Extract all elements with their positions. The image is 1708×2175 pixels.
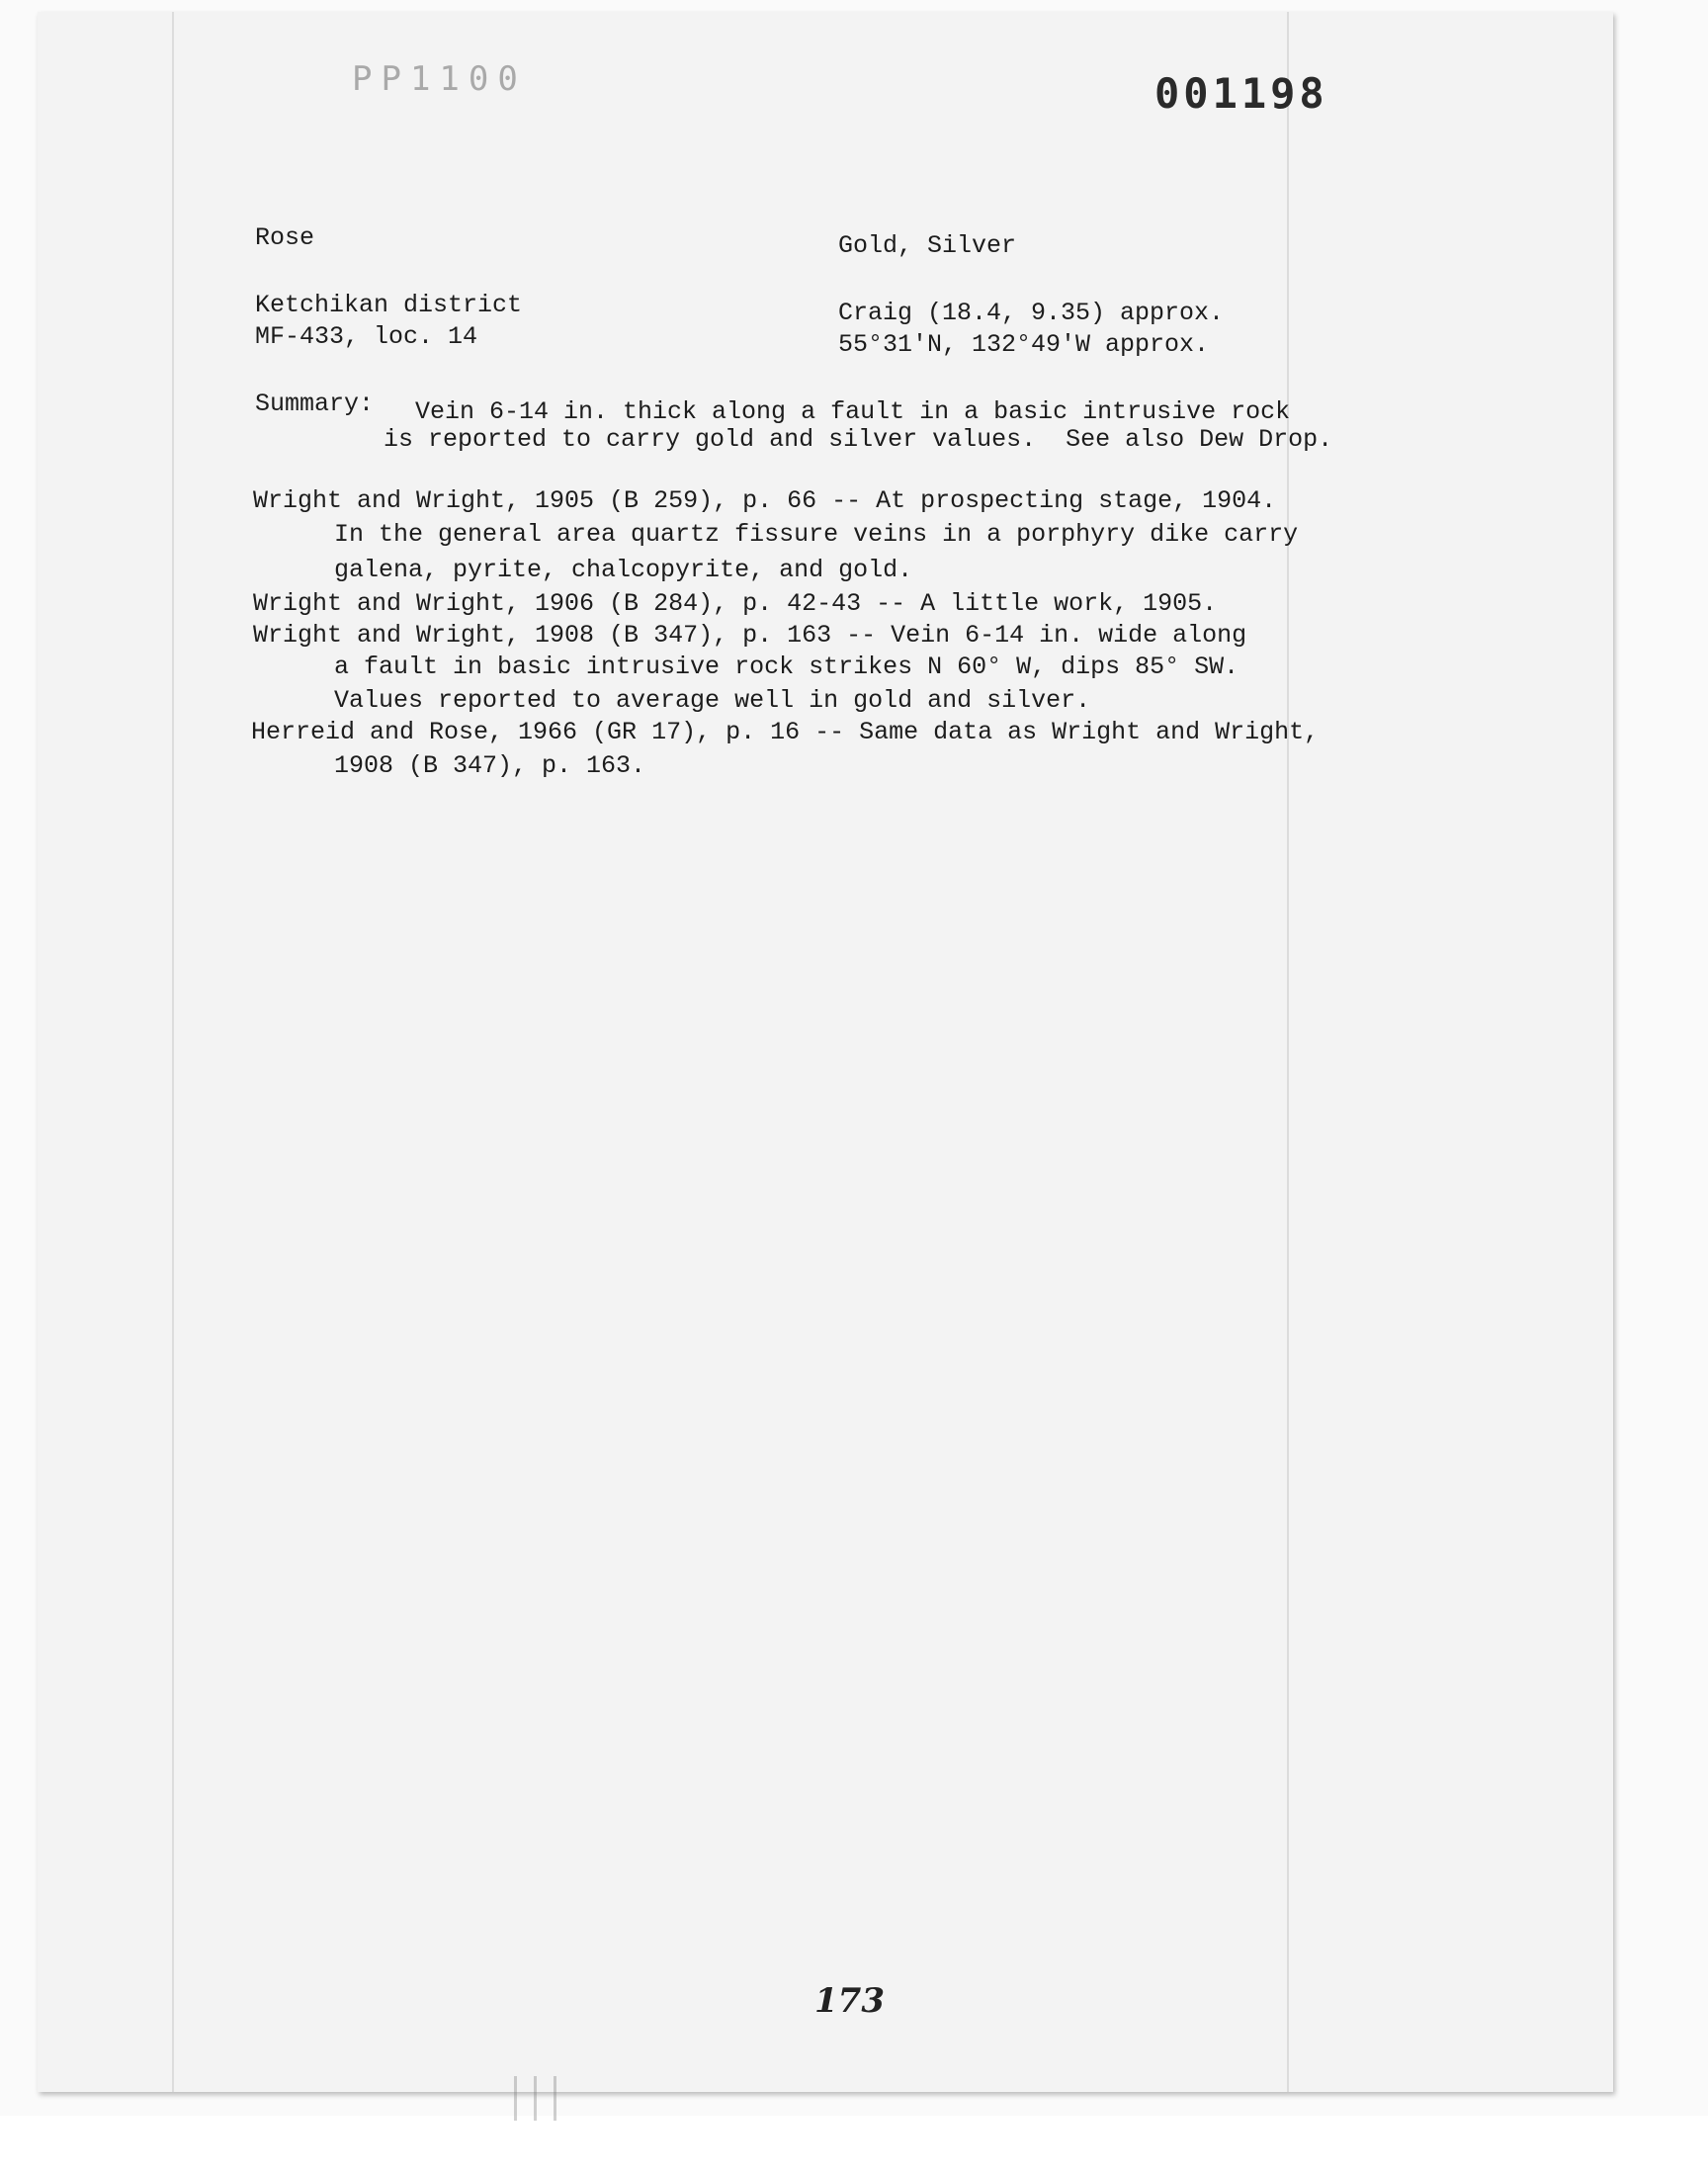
- file-stamp-left: PP1100: [352, 59, 527, 99]
- scan-artifact: [554, 2076, 556, 2121]
- reference-line: Wright and Wright, 1905 (B 259), p. 66 -- At prospecting stage, 1904.: [253, 486, 1277, 515]
- bottom-margin: [0, 2116, 1708, 2175]
- scan-fold-line: [1287, 12, 1289, 2092]
- page-number: 173: [814, 1981, 885, 2021]
- reference-line: Values reported to average well in gold and silver.: [334, 686, 1091, 715]
- scan-artifact: [534, 2076, 537, 2121]
- quadrangle-location: Craig (18.4, 9.35) approx.: [838, 299, 1225, 327]
- reference-line: Wright and Wright, 1906 (B 284), p. 42-43 -- A little work, 1905.: [253, 589, 1218, 618]
- scan-fold-line: [172, 12, 174, 2092]
- summary-line: Vein 6-14 in. thick along a fault in a basic intrusive rock: [415, 397, 1291, 426]
- coordinates: 55°31'N, 132°49'W approx.: [838, 330, 1210, 359]
- reference-line: 1908 (B 347), p. 163.: [334, 751, 646, 780]
- deposit-name: Rose: [255, 223, 315, 252]
- map-reference: MF-433, loc. 14: [255, 322, 478, 351]
- reference-line: Wright and Wright, 1908 (B 347), p. 163 -- Vein 6-14 in. wide along: [253, 621, 1247, 650]
- file-stamp-right: 001198: [1154, 69, 1328, 118]
- commodities: Gold, Silver: [838, 231, 1017, 260]
- summary-line: is reported to carry gold and silver values. See also Dew Drop.: [384, 425, 1333, 454]
- reference-line: In the general area quartz fissure veins in a porphyry dike carry: [334, 520, 1299, 549]
- scan-artifact: [514, 2076, 517, 2121]
- reference-line: a fault in basic intrusive rock strikes N 60° W, dips 85° SW.: [334, 652, 1239, 681]
- reference-line: Herreid and Rose, 1966 (GR 17), p. 16 -- Same data as Wright and Wright,: [251, 718, 1320, 746]
- district: Ketchikan district: [255, 291, 523, 319]
- reference-line: galena, pyrite, chalcopyrite, and gold.: [334, 556, 913, 584]
- summary-label: Summary:: [255, 390, 375, 418]
